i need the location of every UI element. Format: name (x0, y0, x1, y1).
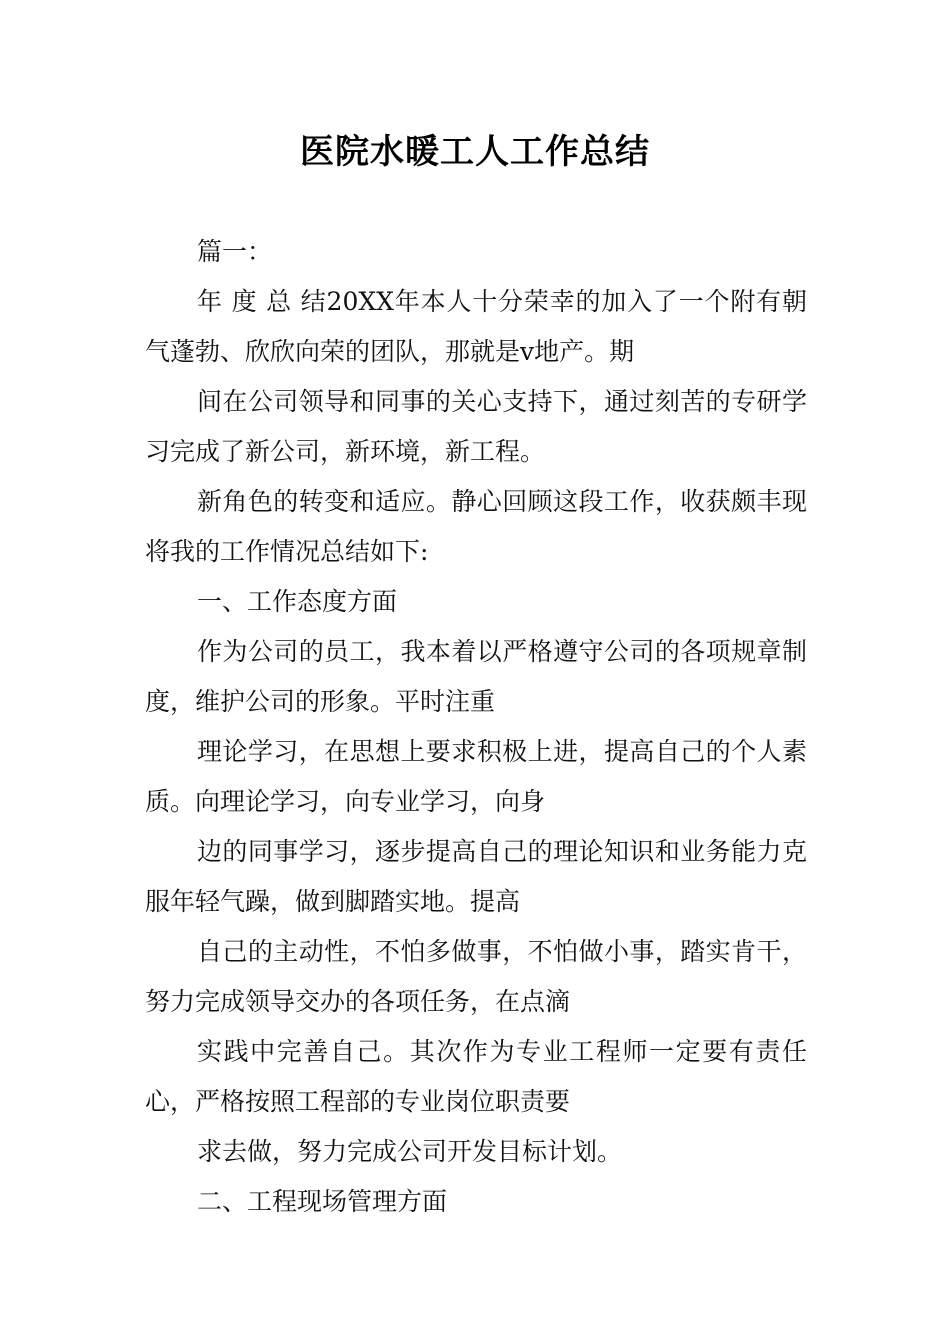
paragraph: 实践中完善自己。其次作为专业工程师一定要有责任心，严格按照工程部的专业岗位职责要 (145, 1037, 807, 1116)
document-body (145, 227, 807, 1227)
paragraph: 求去做，努力完成公司开发目标计划。 (197, 1137, 623, 1166)
paragraph: 新角色的转变和适应。静心回顾这段工作，收获颇丰现将我的工作情况总结如下: (145, 487, 807, 566)
paragraph: 边的同事学习，逐步提高自己的理论知识和业务能力克服年轻气躁，做到脚踏实地。提高 (145, 837, 807, 916)
section-heading: 一、工作态度方面 (197, 587, 398, 616)
paragraph: 年 度 总 结20XX年本人十分荣幸的加入了一个附有朝气蓬勃、欣欣向荣的团队，那就是v地产。期 (145, 287, 807, 366)
paragraph: 作为公司的员工，我本着以严格遵守公司的各项规章制度，维护公司的形象。平时注重 (145, 637, 807, 716)
document-title: 医院水暖工人工作总结 (300, 132, 650, 172)
paragraph: 自己的主动性，不怕多做事，不怕做小事，踏实肯干，努力完成领导交办的各项任务，在点滴 (145, 937, 807, 1016)
paragraph-section-label: 篇一： (197, 237, 273, 266)
paragraph: 间在公司领导和同事的关心支持下，通过刻苦的专研学习完成了新公司，新环境，新工程。 (145, 387, 807, 466)
section-heading: 二、工程现场管理方面 (197, 1187, 448, 1216)
paragraph: 理论学习，在思想上要求积极上进，提高自己的个人素质。向理论学习，向专业学习，向身 (145, 737, 807, 816)
